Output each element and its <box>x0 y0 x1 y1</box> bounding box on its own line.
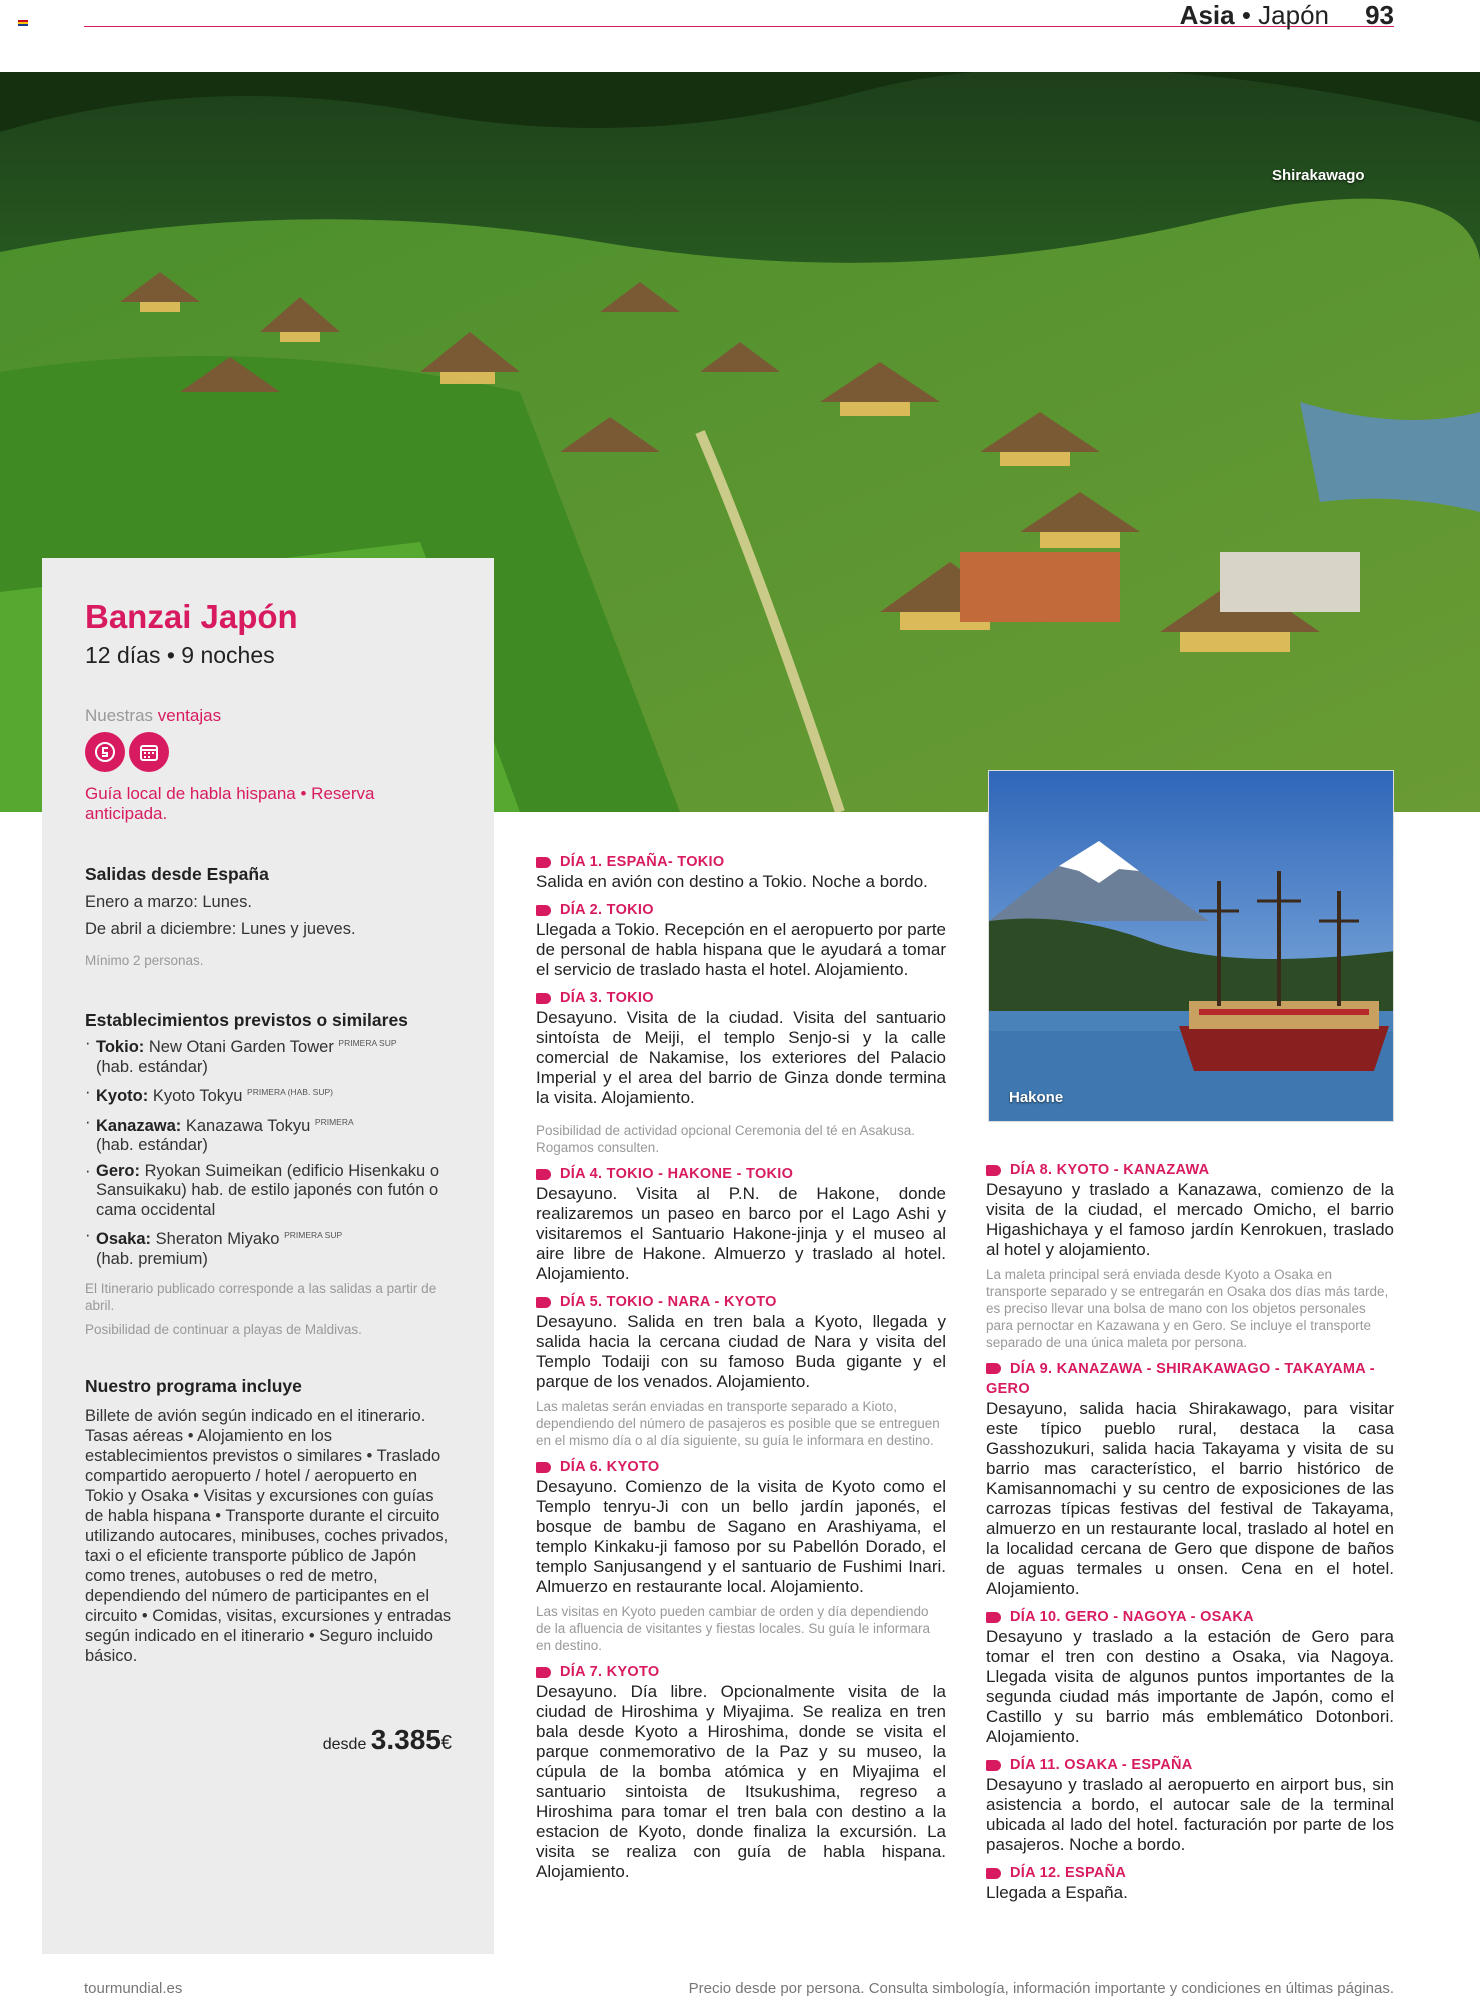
footer-site-link[interactable]: tourmundial.es <box>84 1980 183 1997</box>
bullet-marker-icon <box>986 1868 1001 1879</box>
day-heading: DÍA 1. ESPAÑA- TOKIO <box>536 852 946 872</box>
program-heading: Nuestro programa incluye <box>85 1376 302 1396</box>
departures-line-1: Enero a marzo: Lunes. <box>85 893 252 911</box>
itinerary-column-1 <box>536 852 946 1890</box>
itinerary-day <box>536 1292 946 1449</box>
bullet-marker-icon <box>536 1169 551 1180</box>
bullet-marker-icon <box>986 1612 1001 1623</box>
day-note: Las maletas serán enviadas en transporte separado a Kioto, dependiendo del número de pasajeros es posible que se entreguen en el mismo día o al día siguiente, su guía le informara en destino. <box>536 1399 940 1448</box>
itinerary-day <box>536 988 946 1156</box>
itinerary-day <box>536 1662 946 1882</box>
day-heading: DÍA 12. ESPAÑA <box>986 1863 1394 1883</box>
day-text: Desayuno. Visita al P.N. de Hakone, donde realizaremos un paseo en barco por el Lago Ashi y visitaremos el Santuario Hakone-jinja y el museo al aire libre de Hakone. Almuerzo y traslado al hotel. Alojamiento. <box>536 1184 946 1283</box>
calendar-icon <box>129 732 169 772</box>
day-text: Desayuno y traslado a la estación de Gero para tomar el tren con destino a Osaka, via Nagoya. Llegada visita de algunos puntos importantes de la segunda ciudad más importante de Japón, como el Castillo y su barrio más emblemático Dotonbori. Alojamiento. <box>986 1627 1394 1746</box>
day-heading: DÍA 2. TOKIO <box>536 900 946 920</box>
hotels-note-2: Posibilidad de continuar a playas de Maldivas. <box>85 1322 362 1337</box>
itinerary-day <box>986 1755 1394 1855</box>
day-heading: DÍA 8. KYOTO - KANAZAWA <box>986 1160 1394 1180</box>
day-heading: DÍA 6. KYOTO <box>536 1457 946 1477</box>
trip-duration: 12 días • 9 noches <box>85 642 275 668</box>
departures-line-2: De abril a diciembre: Lunes y jueves. <box>85 920 356 938</box>
day-text: Llegada a Tokio. Recepción en el aeropuerto por parte de personal de habla hispana que le ayudará a tomar el servicio de traslado hasta el hotel. Alojamiento. <box>536 920 946 979</box>
day-text: Desayuno y traslado al aeropuerto en airport bus, sin asistencia a bordo, el autocar sale de la terminal ubicada al lado del hotel. facturación por parte de los pasajeros. Noche a bordo. <box>986 1775 1394 1854</box>
day-note: Las visitas en Kyoto pueden cambiar de orden y día dependiendo de la afluencia de visitantes y fiestas locales. Su guía le informara en destino. <box>536 1604 930 1653</box>
itinerary-day <box>536 852 946 892</box>
day-note: Posibilidad de actividad opcional Ceremonia del té en Asakusa. Rogamos consulten. <box>536 1123 915 1155</box>
trip-info-panel <box>42 558 494 1954</box>
itinerary-day <box>986 1160 1394 1351</box>
itinerary-day <box>986 1607 1394 1747</box>
itinerary-day <box>986 1863 1394 1903</box>
bullet-marker-icon <box>986 1760 1001 1771</box>
day-heading: DÍA 3. TOKIO <box>536 988 946 1008</box>
day-text: Llegada a España. <box>986 1883 1128 1902</box>
day-text: Salida en avión con destino a Tokio. Noche a bordo. <box>536 872 928 891</box>
program-text: Billete de avión según indicado en el itinerario. Tasas aéreas • Alojamiento en los establecimientos previstos o similares • Traslado compartido aeropuerto / hotel / aeropuerto en Tokio y Osaka • Visitas y excursiones con guías de habla hispana • Transporte durante el circuito utilizando autocares, minibuses, coches privados, taxi o el eficiente transporte público de Japón como trenes, autobuses o red de metro, dependiendo del número de participantes en el circuito • Comidas, visitas, excursiones y entradas según indicado en el itinerario • Seguro incluido básico. <box>85 1407 452 1665</box>
bullet-marker-icon <box>536 1297 551 1308</box>
bullet-marker-icon <box>536 905 551 916</box>
hotels-list <box>85 1034 465 1275</box>
advantages-text: Guía local de habla hispana • Reserva anticipada. <box>85 784 375 823</box>
advantage-icons <box>85 732 169 772</box>
day-heading: DÍA 9. KANAZAWA - SHIRAKAWAGO - TAKAYAMA - GERO <box>986 1361 1375 1397</box>
hakone-photo <box>988 770 1394 1122</box>
hotel-item: · Gero: Ryokan Suimeikan (edificio Hisenkaku o Sansuikaku) hab. de estilo japonés con futón o cama occidental <box>85 1162 465 1221</box>
hotel-item: · Kyoto: Kyoto Tokyu $^{PRIMERA (HAB. SUP)}$ <box>85 1083 465 1107</box>
bullet-marker-icon <box>536 1667 551 1678</box>
itinerary-day <box>536 1457 946 1654</box>
itinerary-column-2 <box>986 1160 1394 1911</box>
hotel-item: · Kanazawa: Kanazawa Tokyu $^{PRIMERA}$ (hab. estándar) <box>85 1113 465 1156</box>
day-heading: DÍA 7. KYOTO <box>536 1662 946 1682</box>
departures-heading: Salidas desde España <box>85 864 269 884</box>
hotel-item: · Osaka: Sheraton Miyako $^{PRIMERA SUP}$ (hab. premium) <box>85 1226 465 1269</box>
bullet-marker-icon <box>536 1462 551 1473</box>
bullet-marker-icon <box>986 1165 1001 1176</box>
hotel-item: · Tokio: New Otani Garden Tower $^{PRIMERA SUP}$ (hab. estándar) <box>85 1034 465 1077</box>
bullet-marker-icon <box>536 993 551 1004</box>
departures-note: Mínimo 2 personas. <box>85 953 204 968</box>
itinerary-day <box>536 900 946 980</box>
trip-title: Banzai Japón <box>85 598 298 635</box>
day-text: Desayuno. Comienzo de la visita de Kyoto como el Templo tenryu-Ji con un bello jardín japonés, el bosque de bambu de Sagano en Arashiyama, el templo Kinkaku-ji famoso por su Pabellón Dorado, el templo Sanjusangend y el santuario de Fushimi Inari. Almuerzo en restaurante local. Alojamiento. <box>536 1477 946 1596</box>
photo-caption: Hakone <box>1009 1089 1064 1106</box>
hotels-heading: Establecimientos previstos o similares <box>85 1010 408 1030</box>
day-heading: DÍA 11. OSAKA - ESPAÑA <box>986 1755 1394 1775</box>
price: desde 3.385€ <box>322 1724 452 1755</box>
hotels-note-1: El Itinerario publicado corresponde a las salidas a partir de abril. <box>85 1281 437 1313</box>
itinerary-day <box>986 1359 1394 1599</box>
day-heading: DÍA 4. TOKIO - HAKONE - TOKIO <box>536 1164 946 1184</box>
section-title: Asia • Japón <box>1179 0 1329 30</box>
page-number: 93 <box>1365 0 1394 30</box>
footer-disclaimer: Precio desde por persona. Consulta simbología, información importante y condiciones en últimas páginas. <box>688 1980 1394 1997</box>
guide-icon <box>85 732 125 772</box>
day-heading: DÍA 10. GERO - NAGOYA - OSAKA <box>986 1607 1394 1627</box>
bullet-marker-icon <box>536 857 551 868</box>
spain-flag-icon <box>18 20 28 26</box>
day-text: Desayuno. Día libre. Opcionalmente visita de la ciudad de Hiroshima y Miyajima. Se realiza en tren bala desde Kyoto a Hiroshima, donde se visita el parque conmemorativo de la Paz y su museo, la cúpula de la bomba atómica y en Miyajima el santuario sintoista de Itsukushima, regreso a Hiroshima para tomar el tren bala con destino a la estacion de Kyoto, donde finaliza la excursión. La visita se realiza con guía de habla hispana. Alojamiento. <box>536 1682 946 1881</box>
bullet-marker-icon <box>986 1363 1001 1374</box>
day-text: Desayuno, salida hacia Shirakawago, para visitar este típico pueblo rural, destaca la casa Gasshozukuri, salida hacia Takayama y visita de su barrio mas característico, el barrio histórico de Kamisannomachi y su centro de exposiciones de las carrozas típicas festivas del festival de Takayama, almuerzo en un restaurante local, traslado al hotel en la localidad cercana de Gero que dispone de baños de aguas termales u onsen. Cena en el hotel. Alojamiento. <box>986 1399 1394 1598</box>
day-text: Desayuno. Visita de la ciudad. Visita del santuario sintoísta de Meiji, el templo Senjo-si y la calle comercial de Nakamise, los exteriores del Palacio Imperial y el area del barrio de Ginza donde termina la visita. Alojamiento. <box>536 1008 946 1107</box>
itinerary-day <box>536 1164 946 1284</box>
hero-caption: Shirakawago <box>1272 167 1365 184</box>
advantages-label: Nuestras ventajas <box>85 706 222 725</box>
day-text: Desayuno y traslado a Kanazawa, comienzo de la visita de la ciudad, el mercado Omicho, el barrio Higashichaya y el famoso jardín Kenrokuen, traslado al hotel y alojamiento. <box>986 1180 1394 1259</box>
day-text: Desayuno. Salida en tren bala a Kyoto, llegada y salida hacia la cercana ciudad de Nara y visita del Templo Todaiji con su famoso Buda gigante y el parque de los venados. Alojamiento. <box>536 1312 946 1391</box>
day-heading: DÍA 5. TOKIO - NARA - KYOTO <box>536 1292 946 1312</box>
day-note: La maleta principal será enviada desde Kyoto a Osaka en transporte separado y se entregarán en Osaka dos días más tarde, es preciso llevar una bolsa de mano con los objetos personales para pernoctar en Kazawana y en Gero. Se incluye el transporte separado de una única maleta por persona. <box>986 1267 1389 1350</box>
